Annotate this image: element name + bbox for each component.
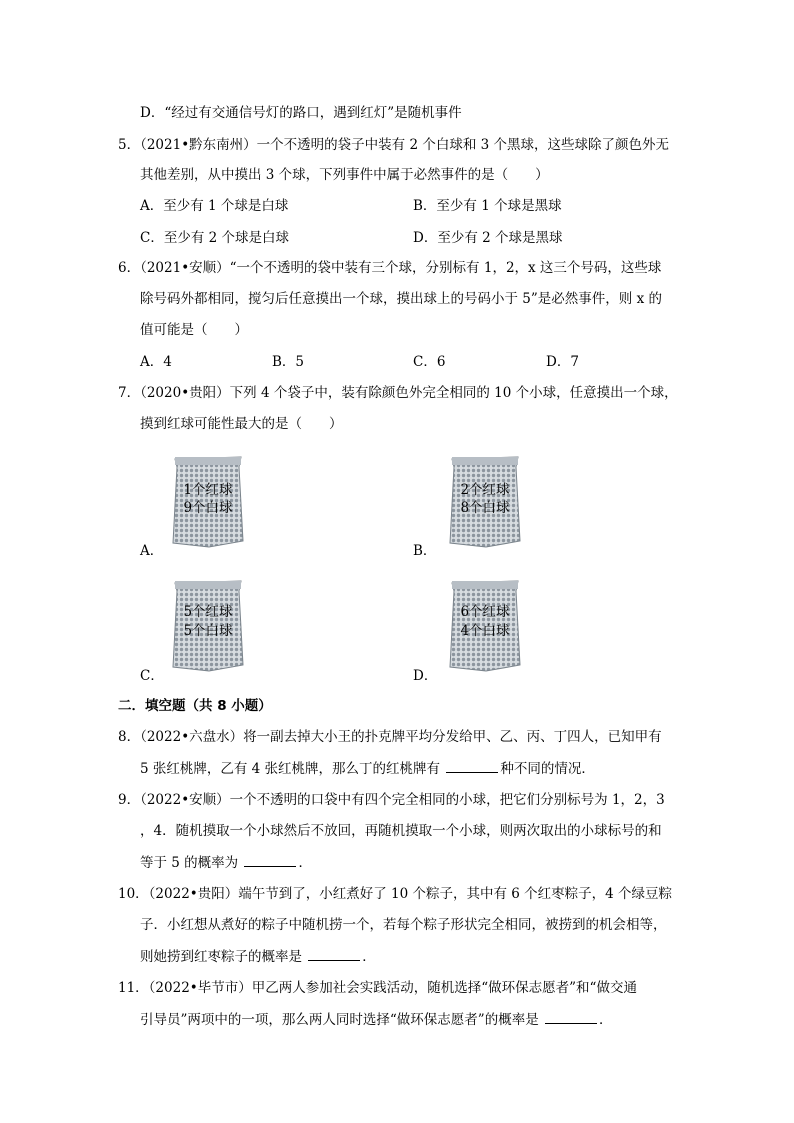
q10-answer-blank[interactable] (308, 946, 360, 961)
q11-stem-line2 (140, 1009, 613, 1030)
section-fill-in-heading: 二．填空题（共 8 小题） (118, 698, 272, 714)
q6-option-d: D．7 (546, 354, 579, 370)
q9-answer-blank[interactable] (244, 852, 296, 867)
q9-stem-line2: ，4．随机摸取一个小球然后不放回，再随机摸取一个小球，则两次取出的小球标号的和 (140, 823, 662, 839)
bag-a-red-count: 1个红球 (183, 482, 233, 498)
bag-c-white-count: 5个白球 (183, 623, 233, 639)
bag-a-white-count: 9个白球 (183, 500, 233, 516)
q11-text-before-blank: 引导员”两项中的一项，那么两人同时选择“做环保志愿者”的概率是 (140, 1012, 543, 1028)
bag-b-label: B． (413, 543, 437, 559)
q9-text-after-blank: ． (298, 855, 312, 871)
q8-stem-line2 (140, 758, 595, 779)
q5-stem-line1: 5．（2021•黔东南州）一个不透明的袋子中装有 2 个白球和 3 个黑球，这些球除了颜色外无 (118, 137, 670, 153)
q8-answer-blank[interactable] (446, 758, 498, 773)
q5-option-b: B．至少有 1 个球是黑球 (413, 198, 562, 214)
q5-option-c: C．至少有 2 个球是白球 (140, 230, 290, 246)
q11-answer-blank[interactable] (545, 1009, 597, 1024)
q5-option-d: D．至少有 2 个球是黑球 (413, 230, 563, 246)
q6-stem-line3: 值可能是（ ） (140, 322, 248, 338)
bag-d-red-count: 6个红球 (460, 604, 510, 620)
q10-text-after-blank: ． (362, 949, 376, 965)
q9-stem-line3 (140, 852, 312, 873)
q11-stem-line1: 11．（2022•毕节市）甲乙两人参加社会实践活动，随机选择“做环保志愿者”和“做交通 (118, 980, 637, 996)
q5-option-a: A．至少有 1 个球是白球 (140, 198, 289, 214)
q6-option-c: C．6 (413, 354, 446, 370)
q4-option-d: D．“经过有交通信号灯的路口，遇到红灯”是随机事件 (140, 105, 462, 121)
q10-stem-line2: 子．小红想从煮好的粽子中随机捞一个，若每个粽子形状完全相同，被捞到的机会相等， (140, 917, 667, 933)
q6-option-b: B．5 (272, 354, 305, 370)
q10-stem-line1: 10．（2022•贵阳）端午节到了，小红煮好了 10 个粽子，其中有 6 个红枣粽子，4 个绿豆粽 (118, 886, 673, 902)
q9-stem-line1: 9．（2022•安顺）一个不透明的口袋中有四个完全相同的小球，把它们分别标号为 1，2，3 (118, 792, 665, 808)
bag-d-white-count: 4个白球 (460, 623, 510, 639)
bag-c-image (169, 577, 247, 673)
bag-a-label: A． (140, 543, 164, 559)
q10-stem-line3 (140, 946, 376, 967)
bag-b-red-count: 2个红球 (460, 482, 510, 498)
q7-stem-line1: 7．（2020•贵阳）下列 4 个袋子中，装有除颜色外完全相同的 10 个小球，任意摸出一个球， (118, 385, 678, 401)
bag-a-image (169, 453, 247, 549)
q8-text-before-blank: 5 张红桃牌，乙有 4 张红桃牌，那么丁的红桃牌有 (140, 761, 445, 777)
q11-text-after-blank: ． (599, 1012, 613, 1028)
q5-stem-line2: 其他差别，从中摸出 3 个球，下列事件中属于必然事件的是（ ） (140, 167, 549, 183)
bag-d-label: D． (413, 668, 438, 684)
bag-b-image (446, 453, 524, 549)
bag-b-white-count: 8个白球 (460, 500, 510, 516)
q6-option-a: A．4 (140, 354, 172, 370)
bag-c-red-count: 5个红球 (183, 604, 233, 620)
q10-text-before-blank: 则她捞到红枣粽子的概率是 (140, 949, 307, 965)
q8-stem-line1: 8．（2022•六盘水）将一副去掉大小王的扑克牌平均分发给甲、乙、丙、丁四人，已知甲有 (118, 729, 662, 745)
q6-stem-line1: 6．（2021•安顺）“一个不透明的袋中装有三个球，分别标有 1，2，x 这三个号码，这些球 (118, 260, 662, 276)
q9-text-before-blank: 等于 5 的概率为 (140, 855, 243, 871)
q7-stem-line2: 摸到红球可能性最大的是（ ） (140, 416, 343, 432)
q8-text-after-blank: 种不同的情况． (500, 761, 595, 777)
q6-stem-line2: 除号码外都相同，搅匀后任意摸出一个球，摸出球上的号码小于 5”是必然事件，则 x 的 (140, 291, 662, 307)
bag-d-image (446, 577, 524, 673)
bag-c-label: C． (140, 668, 164, 684)
